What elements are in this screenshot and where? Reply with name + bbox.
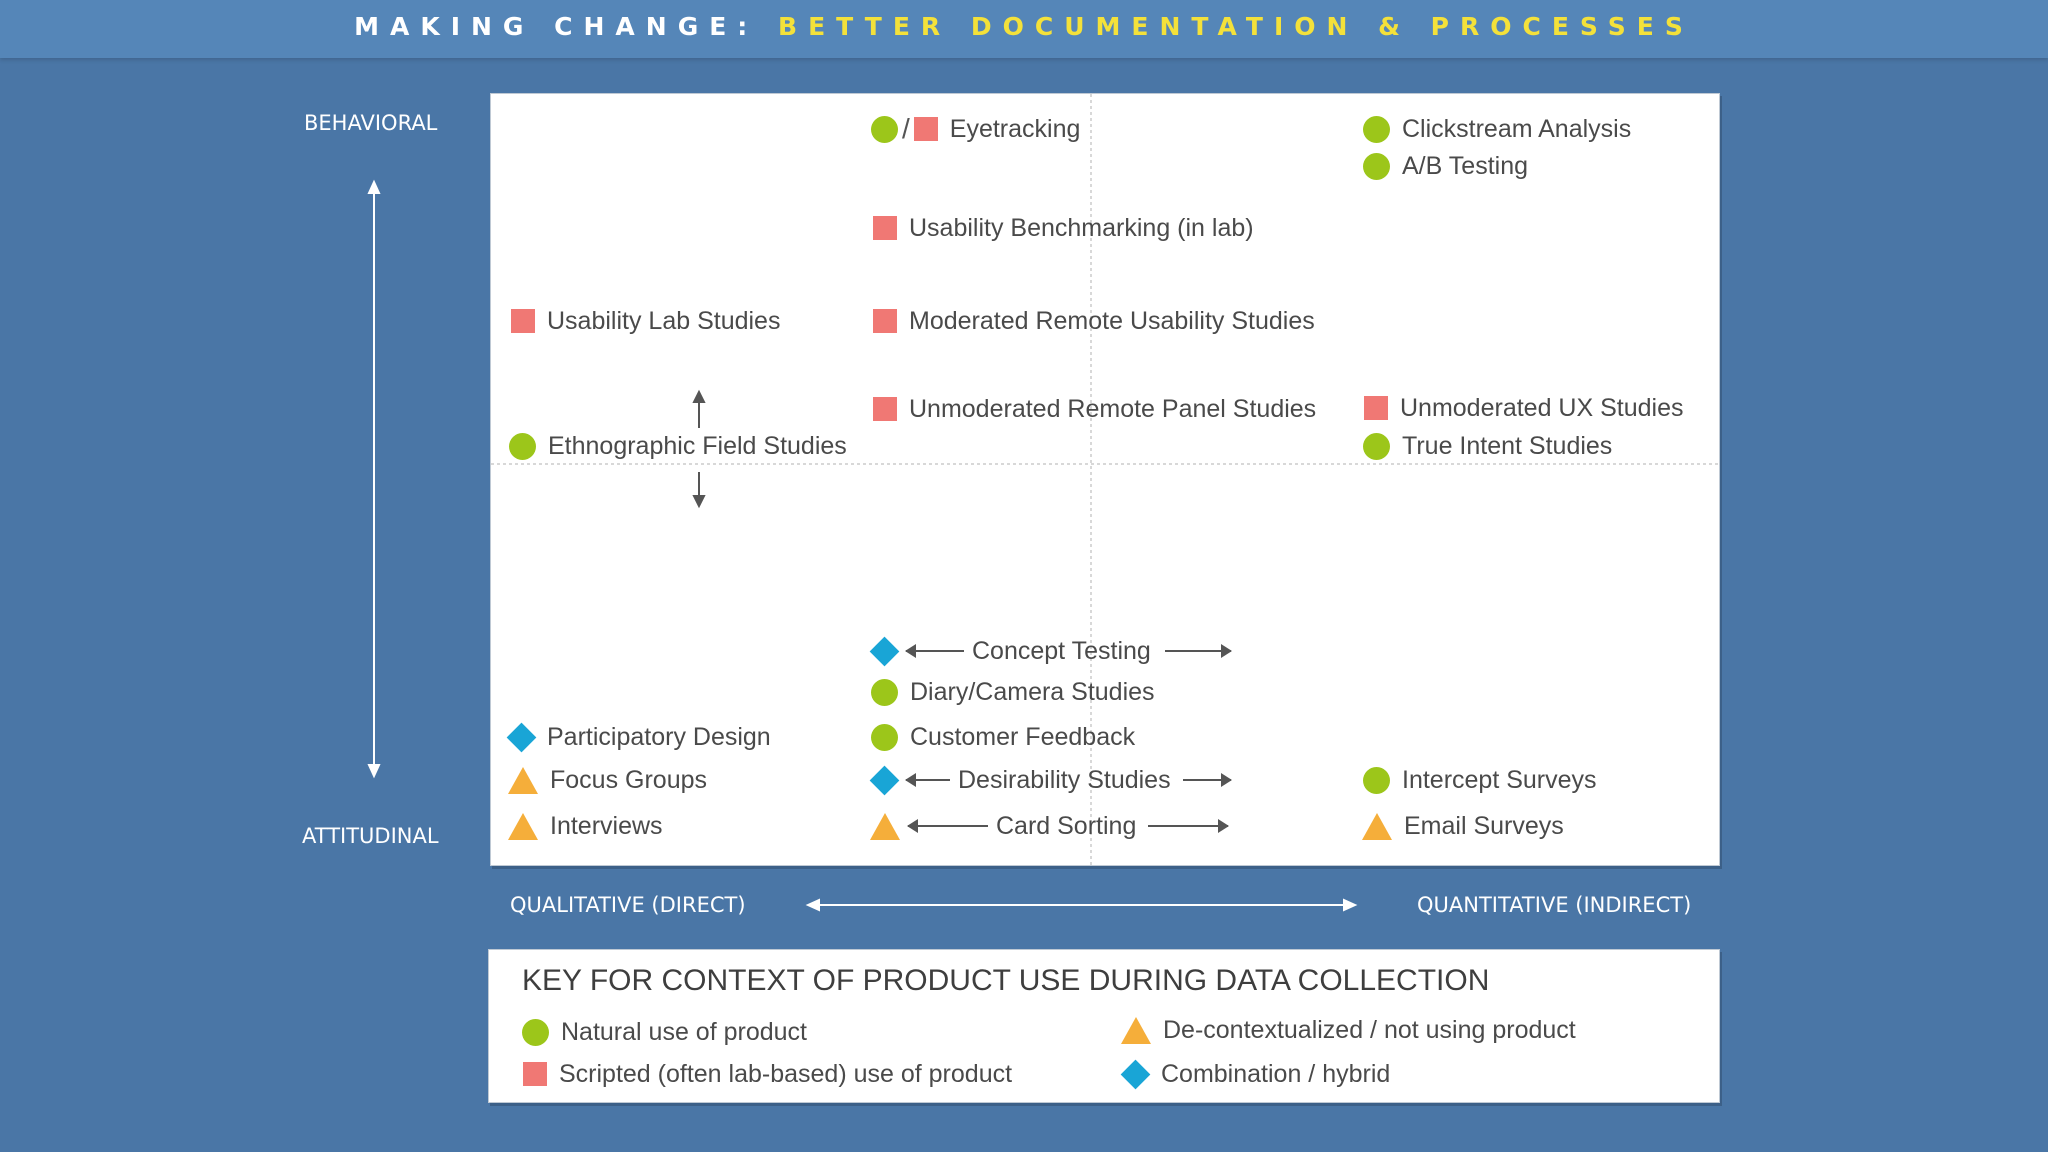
method-label: Customer Feedback: [910, 722, 1136, 751]
left-arrow-icon: [908, 825, 988, 827]
method-desirability-studies: [871, 764, 1239, 796]
method-usability-benchmarking: [873, 212, 1254, 244]
decontextualized-triangle-icon: [508, 813, 538, 840]
method-intercept-surveys: [1363, 764, 1597, 796]
title-highlight: BETTER DOCUMENTATION & PROCESSES: [778, 12, 1694, 41]
method-label: Interviews: [550, 811, 663, 840]
method-usability-lab-studies: [511, 305, 780, 337]
left-arrow-icon: [906, 650, 964, 652]
x-axis-arrow: [808, 900, 1355, 910]
hybrid-diamond-icon: [507, 722, 537, 752]
method-clickstream-analysis: [1363, 113, 1631, 145]
key-label: De-contextualized / not using product: [1163, 1015, 1576, 1044]
method-participatory-design: [508, 721, 771, 753]
right-arrow-icon: [1183, 779, 1231, 781]
method-unmoderated-remote-panel: [873, 393, 1316, 425]
natural-use-circle-icon: [1363, 153, 1390, 180]
right-arrow-icon: [1148, 825, 1228, 827]
method-diary-camera-studies: [871, 676, 1155, 708]
hybrid-diamond-icon: [870, 636, 900, 666]
scripted-use-square-icon: [511, 309, 535, 333]
decontextualized-triangle-icon: [508, 767, 538, 794]
method-label: Participatory Design: [547, 722, 771, 751]
scripted-use-square-icon: [873, 397, 897, 421]
key-item-scripted-use: [523, 1058, 1012, 1090]
key-item-combination-hybrid: [1122, 1058, 1390, 1090]
method-label: Clickstream Analysis: [1402, 114, 1632, 143]
natural-use-circle-icon: [871, 679, 898, 706]
scripted-use-square-icon: [914, 117, 938, 141]
natural-use-circle-icon: [1363, 433, 1390, 460]
method-label: Eyetracking: [949, 114, 1081, 143]
method-label: Ethnographic Field Studies: [548, 431, 847, 460]
method-label: A/B Testing: [1402, 151, 1529, 180]
method-label: Unmoderated Remote Panel Studies: [909, 394, 1317, 423]
key-title: KEY FOR CONTEXT OF PRODUCT USE DURING DATA COLLECTION: [522, 964, 1490, 997]
scripted-use-square-icon: [873, 309, 897, 333]
title-prefix: MAKING CHANGE:: [354, 12, 759, 41]
method-email-surveys: [1362, 810, 1564, 842]
method-concept-testing: [871, 635, 1239, 667]
method-label: True Intent Studies: [1402, 431, 1613, 460]
method-label: Desirability Studies: [958, 765, 1171, 794]
decontextualized-triangle-icon: [1362, 813, 1392, 840]
method-interviews: [508, 810, 663, 842]
method-label: Card Sorting: [996, 811, 1137, 840]
natural-use-circle-icon: [871, 116, 898, 143]
decontextualized-triangle-icon: [1121, 1017, 1151, 1044]
method-label: Intercept Surveys: [1402, 765, 1597, 794]
method-landscape-chart: [490, 93, 1720, 866]
key-label: Natural use of product: [561, 1017, 807, 1046]
method-card-sorting: [870, 810, 1236, 842]
x-axis-label-quantitative: QUANTITATIVE (INDIRECT): [1417, 893, 1692, 917]
y-axis-label-behavioral: BEHAVIORAL: [304, 111, 438, 135]
method-label: Usability Lab Studies: [547, 306, 781, 335]
key-label: Scripted (often lab-based) use of product: [559, 1059, 1013, 1088]
legend-key: [488, 949, 1720, 1103]
method-label: Moderated Remote Usability Studies: [909, 306, 1315, 335]
method-eyetracking: / Eyetracking: [871, 113, 1080, 145]
natural-use-circle-icon: [871, 724, 898, 751]
method-label: Email Surveys: [1404, 811, 1564, 840]
method-customer-feedback: [871, 721, 1135, 753]
method-label: Unmoderated UX Studies: [1400, 393, 1684, 422]
y-axis-label-attitudinal: ATTITUDINAL: [302, 824, 439, 848]
method-label: Diary/Camera Studies: [910, 677, 1155, 706]
method-focus-groups: [508, 764, 707, 796]
method-label: Usability Benchmarking (in lab): [909, 213, 1254, 242]
x-axis-label-qualitative: QUALITATIVE (DIRECT): [510, 893, 746, 917]
key-item-decontextualized: [1121, 1014, 1576, 1046]
method-ethnographic-field-studies: [509, 430, 847, 462]
scripted-use-square-icon: [523, 1062, 547, 1086]
method-label: Focus Groups: [550, 765, 708, 794]
method-true-intent-studies: [1363, 430, 1612, 462]
hybrid-diamond-icon: [870, 765, 900, 795]
method-ab-testing: [1363, 150, 1528, 182]
method-unmoderated-ux-studies: [1364, 392, 1683, 424]
method-moderated-remote-usability: [873, 305, 1315, 337]
y-axis-arrow: [369, 182, 379, 776]
hybrid-diamond-icon: [1121, 1059, 1151, 1089]
key-label: Combination / hybrid: [1161, 1059, 1391, 1088]
natural-use-circle-icon: [1363, 116, 1390, 143]
decontextualized-triangle-icon: [870, 813, 900, 840]
natural-use-circle-icon: [509, 433, 536, 460]
right-arrow-icon: [1165, 650, 1231, 652]
scripted-use-square-icon: [873, 216, 897, 240]
key-item-natural-use: [522, 1016, 807, 1048]
method-label: Concept Testing: [972, 636, 1151, 665]
scripted-use-square-icon: [1364, 396, 1388, 420]
natural-use-circle-icon: [1363, 767, 1390, 794]
left-arrow-icon: [906, 779, 950, 781]
natural-use-circle-icon: [522, 1019, 549, 1046]
